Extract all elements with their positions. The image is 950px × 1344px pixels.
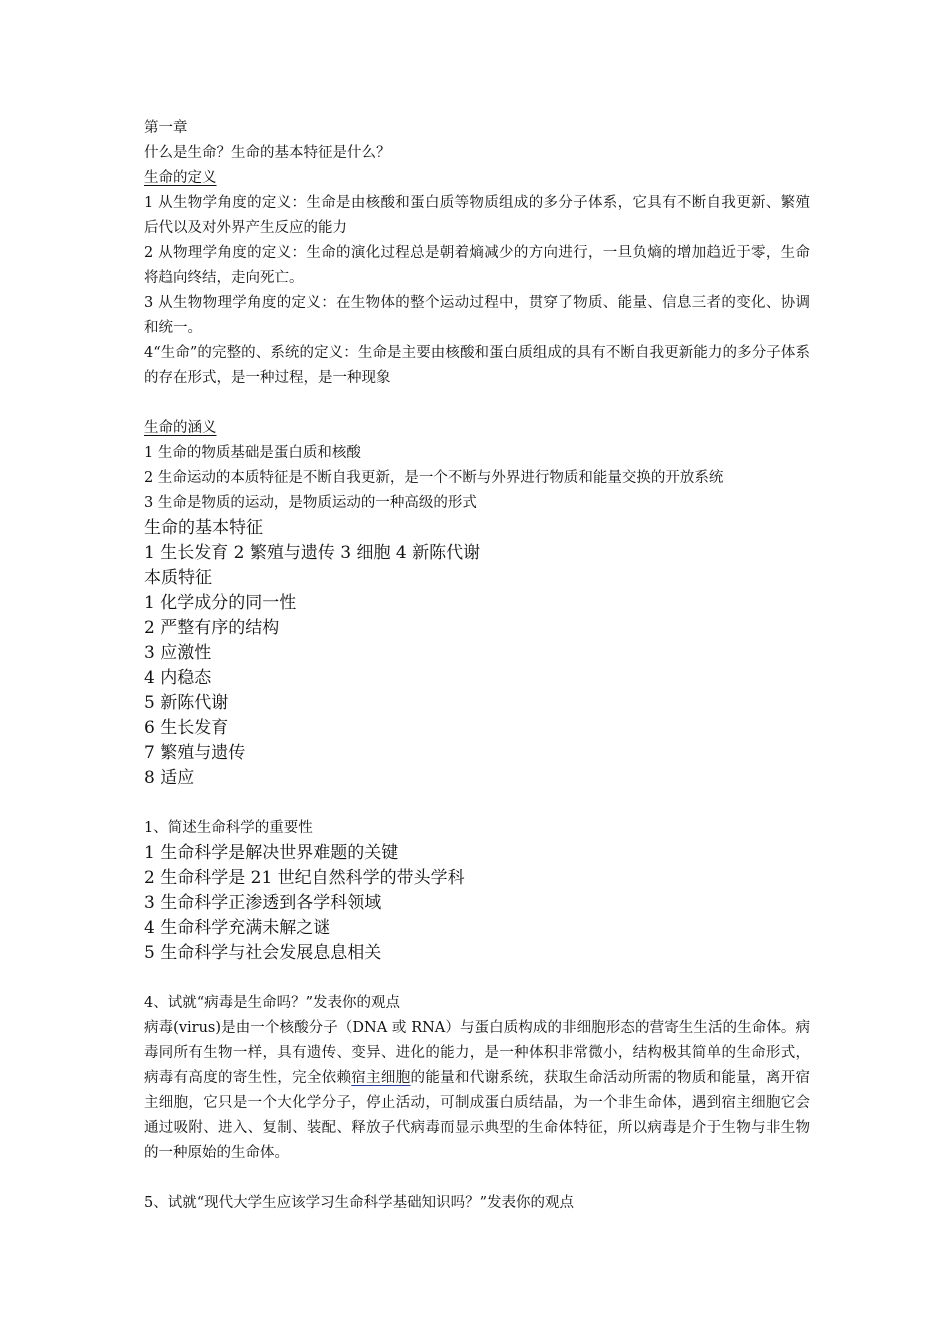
definition-paragraph-3: 3 从生物物理学角度的定义：在生物体的整个运动过程中，贯穿了物质、能量、信息三者的变化、协调和统一。 xyxy=(144,295,810,336)
meaning-item: 1 生命的物质基础是蛋白质和核酸 xyxy=(144,445,361,461)
question-1-title: 1、简述生命科学的重要性 xyxy=(144,820,313,836)
essential-feature-item: 4 内稳态 xyxy=(144,668,212,688)
question-4-answer xyxy=(144,1016,810,1166)
blank-line xyxy=(144,391,810,416)
essential-feature-item: 7 繁殖与遗传 xyxy=(144,743,246,763)
answer-text: 的能量和代谢系统，获取生命活动所需的物质和能量，离开宿主细胞，它只是一个大化学分子，停止活动，可制成蛋白质结晶，为一个非生命体，遇到宿主细胞它会通过吸附、进入、复制、装配、释放子代病毒而显示典型的生命体特征，所以病毒是介于生物与非生物的一种原始的生命体。 xyxy=(144,1070,811,1161)
host-cell-link[interactable]: 宿主细胞 xyxy=(351,1070,411,1086)
question-4-title: 4、试就“病毒是生命吗？”发表你的观点 xyxy=(144,995,401,1011)
question-what-is-life: 什么是生命？生命的基本特征是什么？ xyxy=(144,145,391,161)
question-1-item: 5 生命科学与社会发展息息相关 xyxy=(144,943,382,963)
essential-feature-item: 8 适应 xyxy=(144,768,195,788)
definition-paragraph-4: 4“生命”的完整的、系统的定义：生命是主要由核酸和蛋白质组成的具有不断自我更新能力的多分子体系的存在形式，是一种过程，是一种现象 xyxy=(144,345,810,386)
meaning-heading: 生命的涵义 xyxy=(144,420,217,436)
essential-feature-item: 3 应激性 xyxy=(144,643,212,663)
essential-features-heading: 本质特征 xyxy=(144,568,212,588)
answer-text: 病毒(virus)是由一个核酸分子（DNA 或 RNA）与蛋白质构成的非细胞形态的营寄生生活的生命体。病毒同所有生物一样，具有遗传、变异、进化的能力，是一种体积非常微小，结构极其简单的生命形式，病毒有高度的寄生性，完全依赖 xyxy=(144,1020,810,1086)
definition-paragraph-2: 2 从物理学角度的定义：生命的演化过程总是朝着熵减少的方向进行，一旦负熵的增加趋近于零，生命将趋向终结，走向死亡。 xyxy=(144,245,810,286)
chapter-title: 第一章 xyxy=(144,120,188,136)
basic-features-heading: 生命的基本特征 xyxy=(144,518,263,538)
blank-line xyxy=(144,791,810,816)
question-1-item: 3 生命科学正渗透到各学科领域 xyxy=(144,893,382,913)
blank-line xyxy=(144,1166,810,1191)
question-5-title: 5、试就“现代大学生应该学习生命科学基础知识吗？”发表你的观点 xyxy=(144,1195,575,1211)
essential-feature-item: 5 新陈代谢 xyxy=(144,693,229,713)
definition-heading: 生命的定义 xyxy=(144,170,217,186)
blank-line xyxy=(144,966,810,991)
essential-feature-item: 6 生长发育 xyxy=(144,718,229,738)
essential-feature-item: 2 严整有序的结构 xyxy=(144,618,280,638)
question-1-item: 1 生命科学是解决世界难题的关键 xyxy=(144,843,399,863)
essential-feature-item: 1 化学成分的同一性 xyxy=(144,593,297,613)
question-1-item: 2 生命科学是 21 世纪自然科学的带头学科 xyxy=(144,868,465,888)
meaning-item: 3 生命是物质的运动，是物质运动的一种高级的形式 xyxy=(144,495,477,511)
meaning-item: 2 生命运动的本质特征是不断自我更新，是一个不断与外界进行物质和能量交换的开放系统 xyxy=(144,470,724,486)
basic-features-line: 1 生长发育 2 繁殖与遗传 3 细胞 4 新陈代谢 xyxy=(144,543,481,563)
definition-paragraph-1: 1 从生物学角度的定义：生命是由核酸和蛋白质等物质组成的多分子体系，它具有不断自我更新、繁殖后代以及对外界产生反应的能力 xyxy=(144,195,810,236)
document-page xyxy=(144,116,810,1216)
question-1-item: 4 生命科学充满未解之谜 xyxy=(144,918,331,938)
